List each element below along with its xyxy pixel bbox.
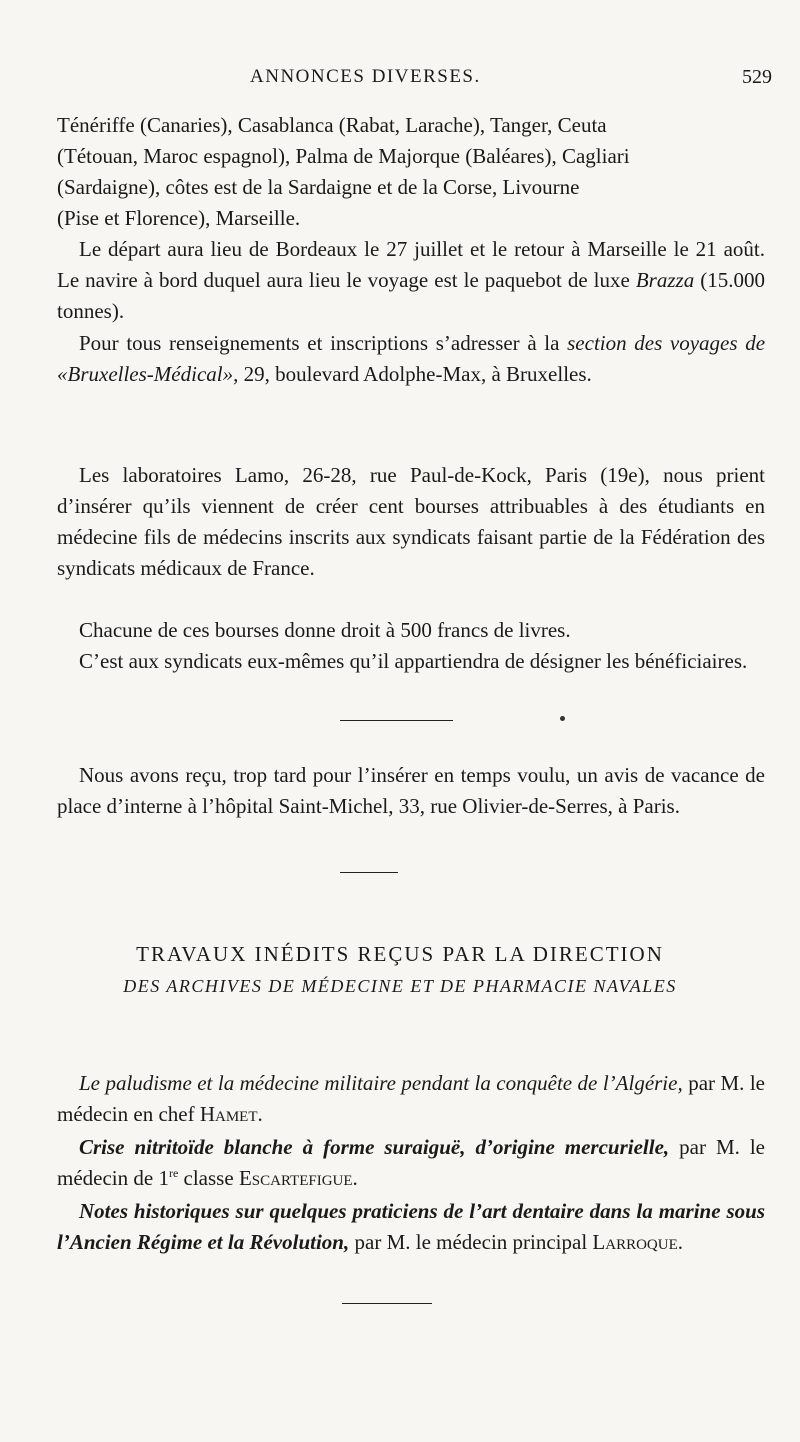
ink-speck: [560, 716, 565, 721]
running-header: [0, 66, 800, 96]
paragraph-bourses: [57, 615, 765, 646]
section-title: TRAVAUX INÉDITS REÇUS PAR LA DIRECTION: [136, 942, 664, 966]
text-line: (Tétouan, Maroc espagnol), Palma de Majorque (Baléares), Cagliari: [57, 144, 630, 168]
paragraph-departure: [57, 234, 765, 327]
work-byline: par M. le médecin de 1: [57, 1135, 765, 1190]
syndicats-text: C’est aux syndicats eux-mêmes qu’il appartiendra de désigner les bénéficiaires.: [79, 649, 748, 673]
work-byline: classe: [183, 1166, 234, 1190]
ship-name: Brazza: [635, 268, 695, 292]
work-item: [57, 1196, 765, 1258]
section-subtitle: DES ARCHIVES DE MÉDECINE ET DE PHARMACIE NAVALES: [123, 976, 677, 996]
work-title: Notes historiques sur quelques praticiens de l’art dentaire dans la marine sous l’Ancien Régime et la Révolution,: [57, 1199, 765, 1254]
contact-address: , 29, boulevard Adolphe-Max, à Bruxelles.: [233, 362, 592, 386]
paragraph-itinerary: [57, 110, 765, 234]
interne-text: Nous avons reçu, trop tard pour l’insérer en temps voulu, un avis de vacance de place d’interne à l’hôpital Saint-Michel, 33, rue Olivier-de-Serres, à Paris.: [57, 763, 765, 818]
paragraph-contact: [57, 328, 765, 390]
bourses-text: Chacune de ces bourses donne droit à 500 francs de livres.: [79, 618, 571, 642]
paragraph-syndicats: [57, 646, 765, 677]
end-rule: [342, 1303, 432, 1304]
work-item: [57, 1068, 765, 1130]
work-author: Hamet.: [199, 1102, 263, 1126]
work-author: Escartefigue.: [238, 1166, 358, 1190]
work-byline-sup: re: [168, 1166, 179, 1180]
contact-text: Pour tous renseignements et inscriptions s’adresser à la: [79, 331, 560, 355]
page-number: 529: [742, 66, 772, 88]
paragraph-interne: [57, 760, 765, 822]
work-byline: par M. le médecin en chef: [57, 1071, 765, 1126]
laboratoires-text: Les laboratoires Lamo, 26-28, rue Paul-de-Kock, Paris (19e), nous prient d’insérer qu’ils viennent de créer cent bourses attribuables à des étudiants en médecine fils de médecins inscrits aux syndicats faisant partie de la Fédération des syndicats médicaux de France.: [57, 463, 765, 580]
work-title: Crise nitritoïde blanche à forme suraiguë, d’origine mercurielle,: [79, 1135, 670, 1159]
work-title: Le paludisme et la médecine militaire pendant la conquête de l’Algérie,: [79, 1071, 683, 1095]
text-line: Ténériffe (Canaries), Casablanca (Rabat, Larache), Tanger, Ceuta: [57, 113, 607, 137]
contact-section: section des voyages de «Bruxelles-Médical»: [57, 331, 766, 386]
separator-rule: [340, 872, 398, 873]
separator-rule: [340, 720, 453, 721]
departure-text: Le départ aura lieu de Bordeaux le 27 juillet et le retour à Marseille le 21 août. Le navire à bord duquel aura lieu le voyage est le paquebot de luxe: [57, 237, 765, 292]
running-title: ANNONCES DIVERSES.: [250, 66, 481, 87]
text-line: (Sardaigne), côtes est de la Sardaigne et de la Corse, Livourne: [57, 175, 580, 199]
work-byline: par M. le médecin principal: [354, 1230, 588, 1254]
text-line: (Pise et Florence), Marseille.: [57, 206, 301, 230]
ship-tonnage: (15.000 tonnes).: [57, 268, 765, 323]
work-item: [57, 1132, 765, 1194]
work-author: Larroque.: [592, 1230, 684, 1254]
paragraph-laboratoires: [57, 460, 765, 584]
